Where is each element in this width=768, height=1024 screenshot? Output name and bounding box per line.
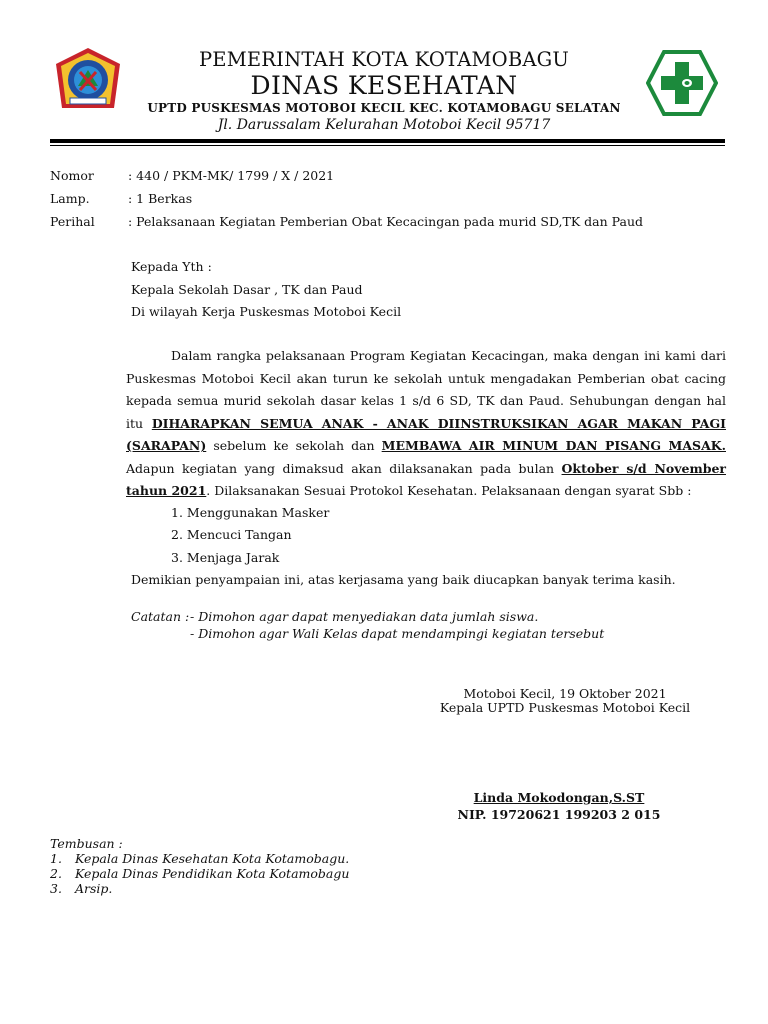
body-instruction-water-banana: MEMBAWA AIR MINUM DAN PISANG MASAK.: [381, 438, 726, 453]
recipient-line-1: Kepada Yth :: [131, 259, 212, 274]
tembusan-item: 2. Kepala Dinas Pendidikan Kota Kotamobagu: [50, 866, 350, 881]
lamp-value: : 1 Berkas: [128, 191, 193, 206]
header-government: PEMERINTAH KOTA KOTAMOBAGU: [198, 48, 570, 71]
signatory-nip: NIP. 19720621 199203 2 015: [457, 807, 661, 822]
nomor-value: : 440 / PKM-MK/ 1799 / X / 2021: [128, 168, 335, 183]
signature-title: Kepala UPTD Puskesmas Motoboi Kecil: [439, 700, 691, 715]
perihal-label: Perihal: [50, 214, 95, 229]
signatory-name: Linda Mokodongan,S.ST: [473, 790, 645, 805]
tembusan-label: Tembusan :: [50, 836, 123, 851]
list-item: 3. Menjaga Jarak: [171, 550, 280, 565]
lamp-label: Lamp.: [50, 191, 90, 206]
body-instruction-breakfast: DIHARAPKAN SEMUA ANAK - ANAK DIINSTRUKSIKAN AGAR MAKAN PAGI (SARAPAN): [126, 415, 727, 453]
header-department: DINAS KESEHATAN: [250, 71, 518, 100]
header-thin-rule: [50, 145, 725, 146]
body-text-intro: Dalam rangka pelaksanaan Program Kegiatan Kecacingan, maka dengan ini kami dari Puskesmas Motoboi Kecil akan turun ke sekolah untuk mengadakan Pemberian obat cacing kepada semua murid sekolah dasar kelas 1 s/d 6 SD, TK dan Paud. Sehubungan dengan hal itu: [126, 348, 726, 431]
list-item: 1. Menggunakan Masker: [171, 505, 330, 520]
nomor-label: Nomor: [50, 168, 94, 183]
body-text-connector: sebelum ke sekolah dan: [206, 438, 382, 453]
list-item: 2. Mencuci Tangan: [171, 527, 292, 542]
tembusan-item: 1. Kepala Dinas Kesehatan Kota Kotamobagu.: [50, 851, 350, 866]
recipient-line-2: Kepala Sekolah Dasar , TK dan Paud: [131, 282, 363, 297]
body-paragraph: [126, 345, 726, 503]
body-text-schedule: Adapun kegiatan yang dimaksud akan dilaksanakan pada bulan: [126, 460, 562, 476]
notes-item-1: - Dimohon agar dapat menyediakan data jumlah siswa.: [190, 609, 539, 624]
tembusan-item: 3. Arsip.: [50, 881, 113, 896]
header-thick-rule: [50, 139, 725, 143]
notes-item-2: - Dimohon agar Wali Kelas dapat mendampingi kegiatan tersebut: [190, 626, 605, 641]
closing-sentence: Demikian penyampaian ini, atas kerjasama yang baik diucapkan banyak terima kasih.: [131, 572, 676, 587]
body-text-protocol: . Dilaksanakan Sesuai Protokol Kesehatan. Pelaksanaan dengan syarat Sbb :: [206, 483, 692, 498]
notes-label: Catatan :: [131, 609, 190, 624]
perihal-value: : Pelaksanaan Kegiatan Pemberian Obat Kecacingan pada murid SD,TK dan Paud: [128, 214, 644, 229]
recipient-line-3: Di wilayah Kerja Puskesmas Motoboi Kecil: [131, 304, 402, 319]
header-address: Jl. Darussalam Kelurahan Motoboi Kecil 95717: [217, 117, 551, 133]
body-schedule-period: Oktober s/d November tahun 2021: [126, 460, 726, 498]
signature-place-date: Motoboi Kecil, 19 Oktober 2021: [463, 686, 667, 701]
header-unit: UPTD PUSKESMAS MOTOBOI KECIL KEC. KOTAMOBAGU SELATAN: [147, 101, 621, 115]
